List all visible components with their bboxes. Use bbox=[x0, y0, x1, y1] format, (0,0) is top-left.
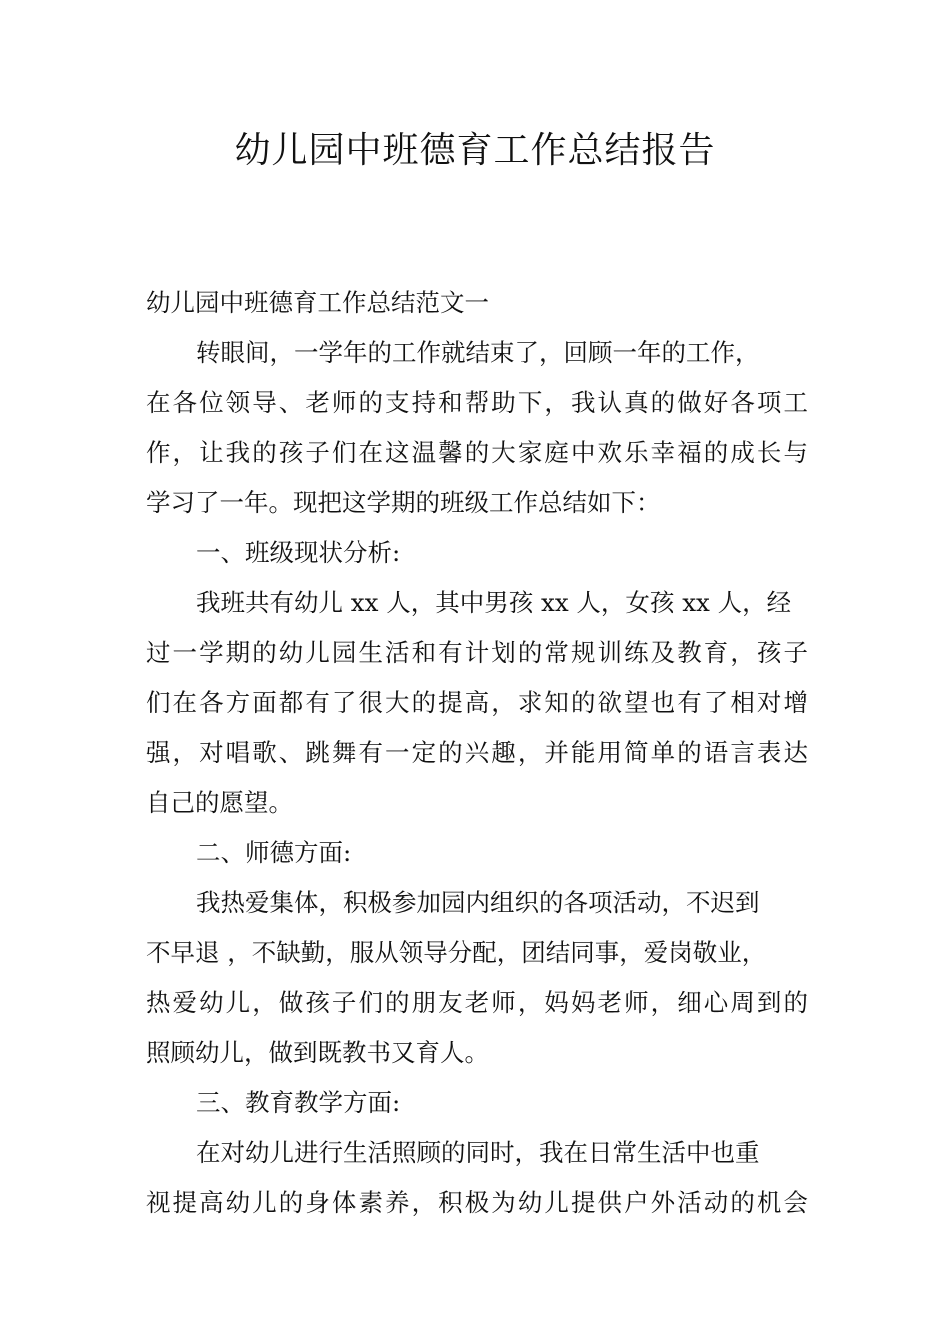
paragraph-line: 我热爱集体，积极参加园内组织的各项活动，不迟到 bbox=[196, 888, 760, 917]
paragraph-line: 强，对唱歌、跳舞有一定的兴趣，并能用简单的语言表达 bbox=[146, 738, 808, 767]
paragraph-line: 转眼间，一学年的工作就结束了，回顾一年的工作， bbox=[196, 338, 760, 367]
document-body bbox=[146, 278, 808, 1228]
document-title: 幼儿园中班德育工作总结报告 bbox=[234, 130, 716, 171]
paragraph-line: 过一学期的幼儿园生活和有计划的常规训练及教育，孩子 bbox=[146, 638, 808, 667]
section-heading: 一、班级现状分析: bbox=[196, 538, 401, 567]
section-heading: 二、师德方面: bbox=[196, 838, 352, 867]
paragraph-line: 学习了一年。现把这学期的班级工作总结如下： bbox=[146, 488, 661, 517]
paragraph-line: 们在各方面都有了很大的提高，求知的欲望也有了相对增 bbox=[146, 688, 808, 717]
paragraph-line: 在对幼儿进行生活照顾的同时，我在日常生活中也重 bbox=[196, 1138, 760, 1167]
paragraph-line: 不早退 ，不缺勤，服从领导分配，团结同事，爱岗敬业， bbox=[146, 938, 767, 967]
subtitle-line: 幼儿园中班德育工作总结范文一 bbox=[146, 288, 489, 317]
section-heading: 三、教育教学方面: bbox=[196, 1088, 401, 1117]
paragraph-line: 我班共有幼儿 xx 人，其中男孩 xx 人，女孩 xx 人，经 bbox=[196, 588, 792, 617]
paragraph-line: 在各位领导、老师的支持和帮助下，我认真的做好各项工 bbox=[146, 388, 808, 417]
paragraph-line: 照顾幼儿，做到既教书又育人。 bbox=[146, 1038, 489, 1067]
paragraph-line: 自己的愿望。 bbox=[146, 788, 293, 817]
paragraph-line: 热爱幼儿，做孩子们的朋友老师，妈妈老师，细心周到的 bbox=[146, 988, 808, 1017]
paragraph-line: 作，让我的孩子们在这温馨的大家庭中欢乐幸福的成长与 bbox=[146, 438, 808, 467]
paragraph-line: 视提高幼儿的身体素养，积极为幼儿提供户外活动的机会 bbox=[146, 1188, 808, 1217]
